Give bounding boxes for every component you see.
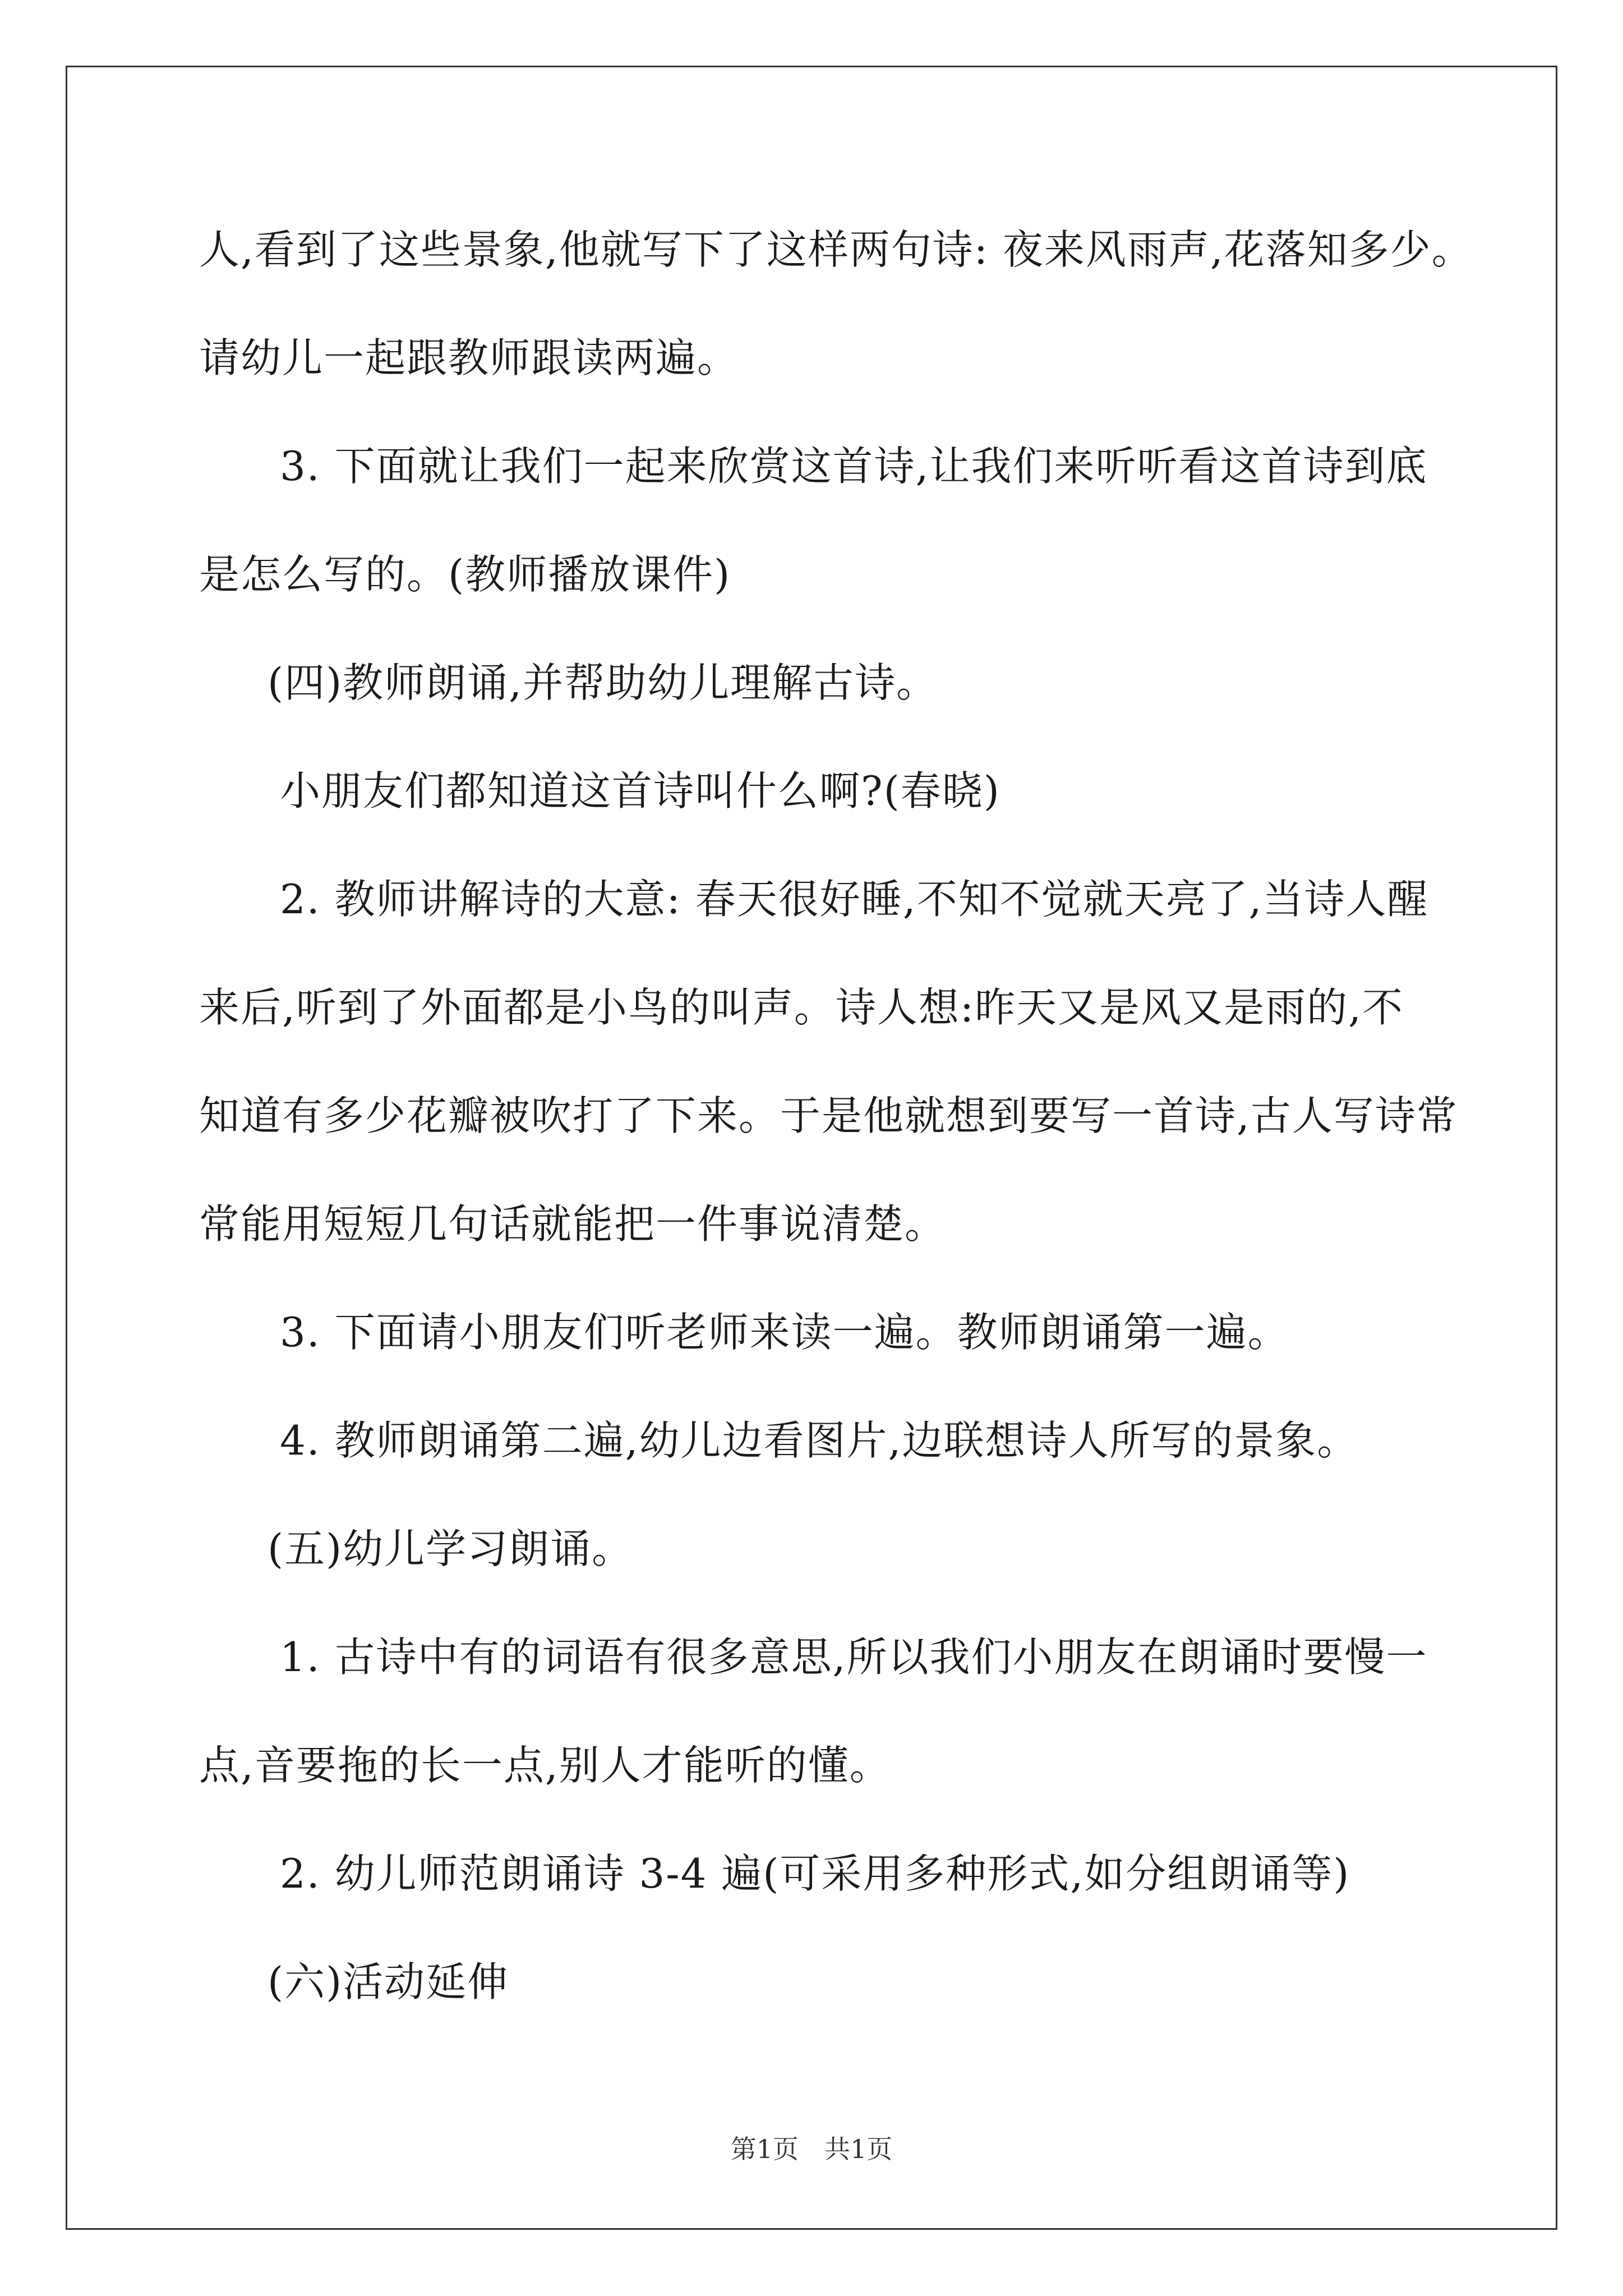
page-frame bbox=[66, 66, 1557, 2230]
page-total: 共1页 bbox=[824, 2134, 893, 2164]
paragraph-line: 常能用短短几句话就能把一件事说清楚。 bbox=[199, 1200, 947, 1248]
paragraph-line: 人,看到了这些景象,他就写下了这样两句诗: 夜来风雨声,花落知多少。 bbox=[199, 226, 1473, 273]
paragraph-line: 3. 下面就让我们一起来欣赏这首诗,让我们来听听看这首诗到底 bbox=[280, 443, 1428, 490]
paragraph-line: 2. 教师讲解诗的大意: 春天很好睡,不知不觉就天亮了,当诗人醒 bbox=[280, 876, 1429, 923]
paragraph-line: 请幼儿一起跟教师跟读两遍。 bbox=[199, 334, 739, 381]
section-heading: (四)教师朗诵,并帮助幼儿理解古诗。 bbox=[268, 659, 938, 706]
paragraph-line: 4. 教师朗诵第二遍,幼儿边看图片,边联想诗人所写的景象。 bbox=[280, 1417, 1359, 1464]
paragraph-line: 3. 下面请小朋友们听老师来读一遍。教师朗诵第一遍。 bbox=[280, 1309, 1289, 1356]
section-heading: (六)活动延伸 bbox=[268, 1958, 509, 2005]
paragraph-line: 知道有多少花瓣被吹打了下来。于是他就想到要写一首诗,古人写诗常 bbox=[199, 1092, 1458, 1139]
section-heading: (五)幼儿学习朗诵。 bbox=[268, 1525, 634, 1572]
paragraph-line: 小朋友们都知道这首诗叫什么啊?(春晓) bbox=[280, 767, 1000, 815]
page-footer bbox=[0, 2129, 1623, 2166]
paragraph-line: 来后,听到了外面都是小鸟的叫声。诗人想:昨天又是风又是雨的,不 bbox=[199, 984, 1404, 1031]
page-number: 第1页 bbox=[730, 2134, 799, 2164]
paragraph-line: 2. 幼儿师范朗诵诗 3-4 遍(可采用多种形式,如分组朗诵等) bbox=[280, 1850, 1350, 1897]
paragraph-line: 是怎么写的。(教师播放课件) bbox=[199, 551, 731, 598]
paragraph-line: 1. 古诗中有的词语有很多意思,所以我们小朋友在朗诵时要慢一 bbox=[280, 1634, 1428, 1681]
paragraph-line: 点,音要拖的长一点,别人才能听的懂。 bbox=[199, 1742, 891, 1789]
